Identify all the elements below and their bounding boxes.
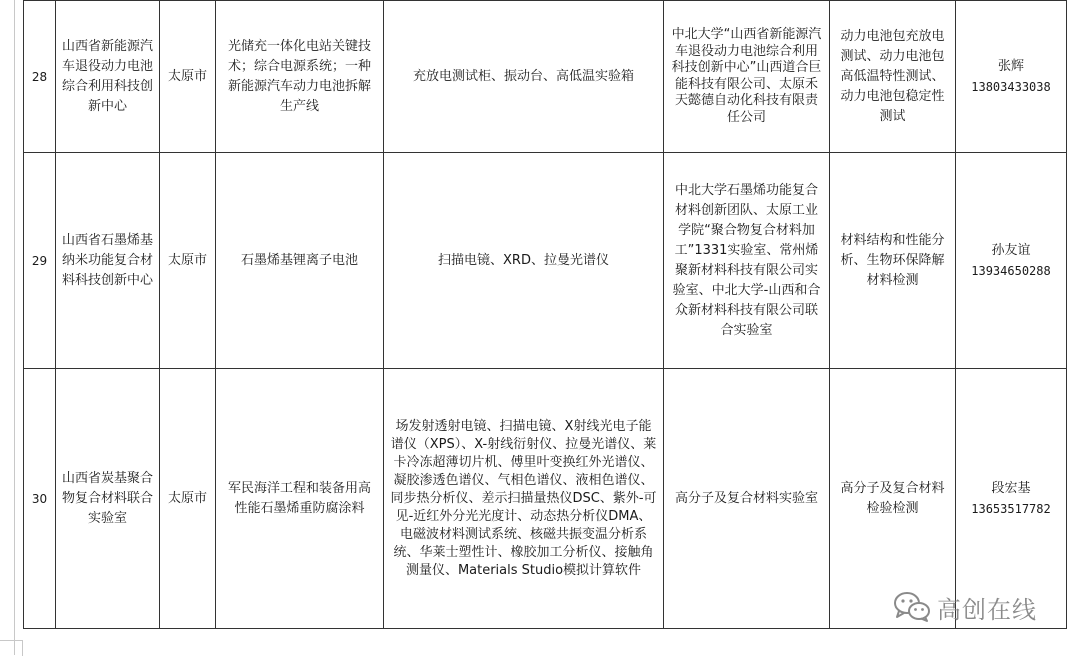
equipment-cell: 场发射透射电镜、扫描电镜、X射线光电子能谱仪（XPS）、X-射线衍射仪、拉曼光谱仪、莱卡冷冻超薄切片机、傅里叶变换红外光谱仪、凝胶渗透色谱仪、气相色谱仪、液相色谱仪、同步热分析仪、差示扫描量热仪DSC、紫外-可见-近红外分光光度计、动态热分析仪DMA、电磁波材料测试系统、核磁共振变温分析系统、华莱士塑性计、橡胶加工分析仪、接触角测量仪、Materials Studio模拟计算软件 — [384, 369, 664, 629]
watermark — [893, 590, 1037, 624]
partner-cell: 高分子及复合材料实验室 — [664, 369, 830, 629]
contact-phone: 13653517782 — [971, 501, 1051, 516]
row-number: 28 — [24, 1, 56, 153]
row-number: 30 — [24, 369, 56, 629]
contact-name: 张辉 — [997, 58, 1024, 74]
service-cell: 材料结构和性能分析、生物环保降解材料检测 — [830, 153, 956, 369]
partner-cell: 中北大学“山西省新能源汽车退役动力电池综合利用科技创新中心”山西道合巨能科技有限公司、太原禾天懿德自动化科技有限责任公司 — [664, 1, 830, 153]
technology-cell: 石墨烯基锂离子电池 — [216, 153, 384, 369]
technology-cell: 军民海洋工程和装备用高性能石墨烯重防腐涂料 — [216, 369, 384, 629]
row-number: 29 — [24, 153, 56, 369]
contact-cell — [956, 1, 1067, 153]
center-name: 山西省新能源汽车退役动力电池综合利用科技创新中心 — [56, 1, 160, 153]
lab-table — [23, 0, 1067, 629]
center-name: 山西省石墨烯基纳米功能复合材料科技创新中心 — [56, 153, 160, 369]
city-cell: 太原市 — [160, 1, 216, 153]
contact-name: 段宏基 — [991, 480, 1031, 496]
equipment-cell: 充放电测试柜、振动台、高低温实验箱 — [384, 1, 664, 153]
table-row — [24, 1, 1067, 153]
page-margin-line — [0, 0, 15, 655]
service-cell: 高分子及复合材料检验检测 — [830, 369, 956, 629]
center-name: 山西省炭基聚合物复合材料联合实验室 — [56, 369, 160, 629]
technology-cell: 光储充一体化电站关键技术；综合电源系统；一种新能源汽车动力电池拆解生产线 — [216, 1, 384, 153]
contact-cell — [956, 153, 1067, 369]
city-cell: 太原市 — [160, 369, 216, 629]
wechat-icon — [893, 591, 931, 623]
watermark-text: 高创在线 — [937, 595, 1037, 624]
table-row — [24, 153, 1067, 369]
partner-cell: 中北大学石墨烯功能复合材料创新团队、太原工业学院“聚合物复合材料加工”1331实验室、常州烯聚新材料科技有限公司实验室、中北大学-山西和合众新材料科技有限公司联合实验室 — [664, 153, 830, 369]
contact-name: 孙友谊 — [991, 242, 1031, 258]
page-corner-mark — [0, 640, 23, 656]
contact-phone: 13803433038 — [971, 79, 1051, 94]
contact-phone: 13934650288 — [971, 263, 1051, 278]
equipment-cell: 扫描电镜、XRD、拉曼光谱仪 — [384, 153, 664, 369]
service-cell: 动力电池包充放电测试、动力电池包高低温特性测试、动力电池包稳定性测试 — [830, 1, 956, 153]
city-cell: 太原市 — [160, 153, 216, 369]
